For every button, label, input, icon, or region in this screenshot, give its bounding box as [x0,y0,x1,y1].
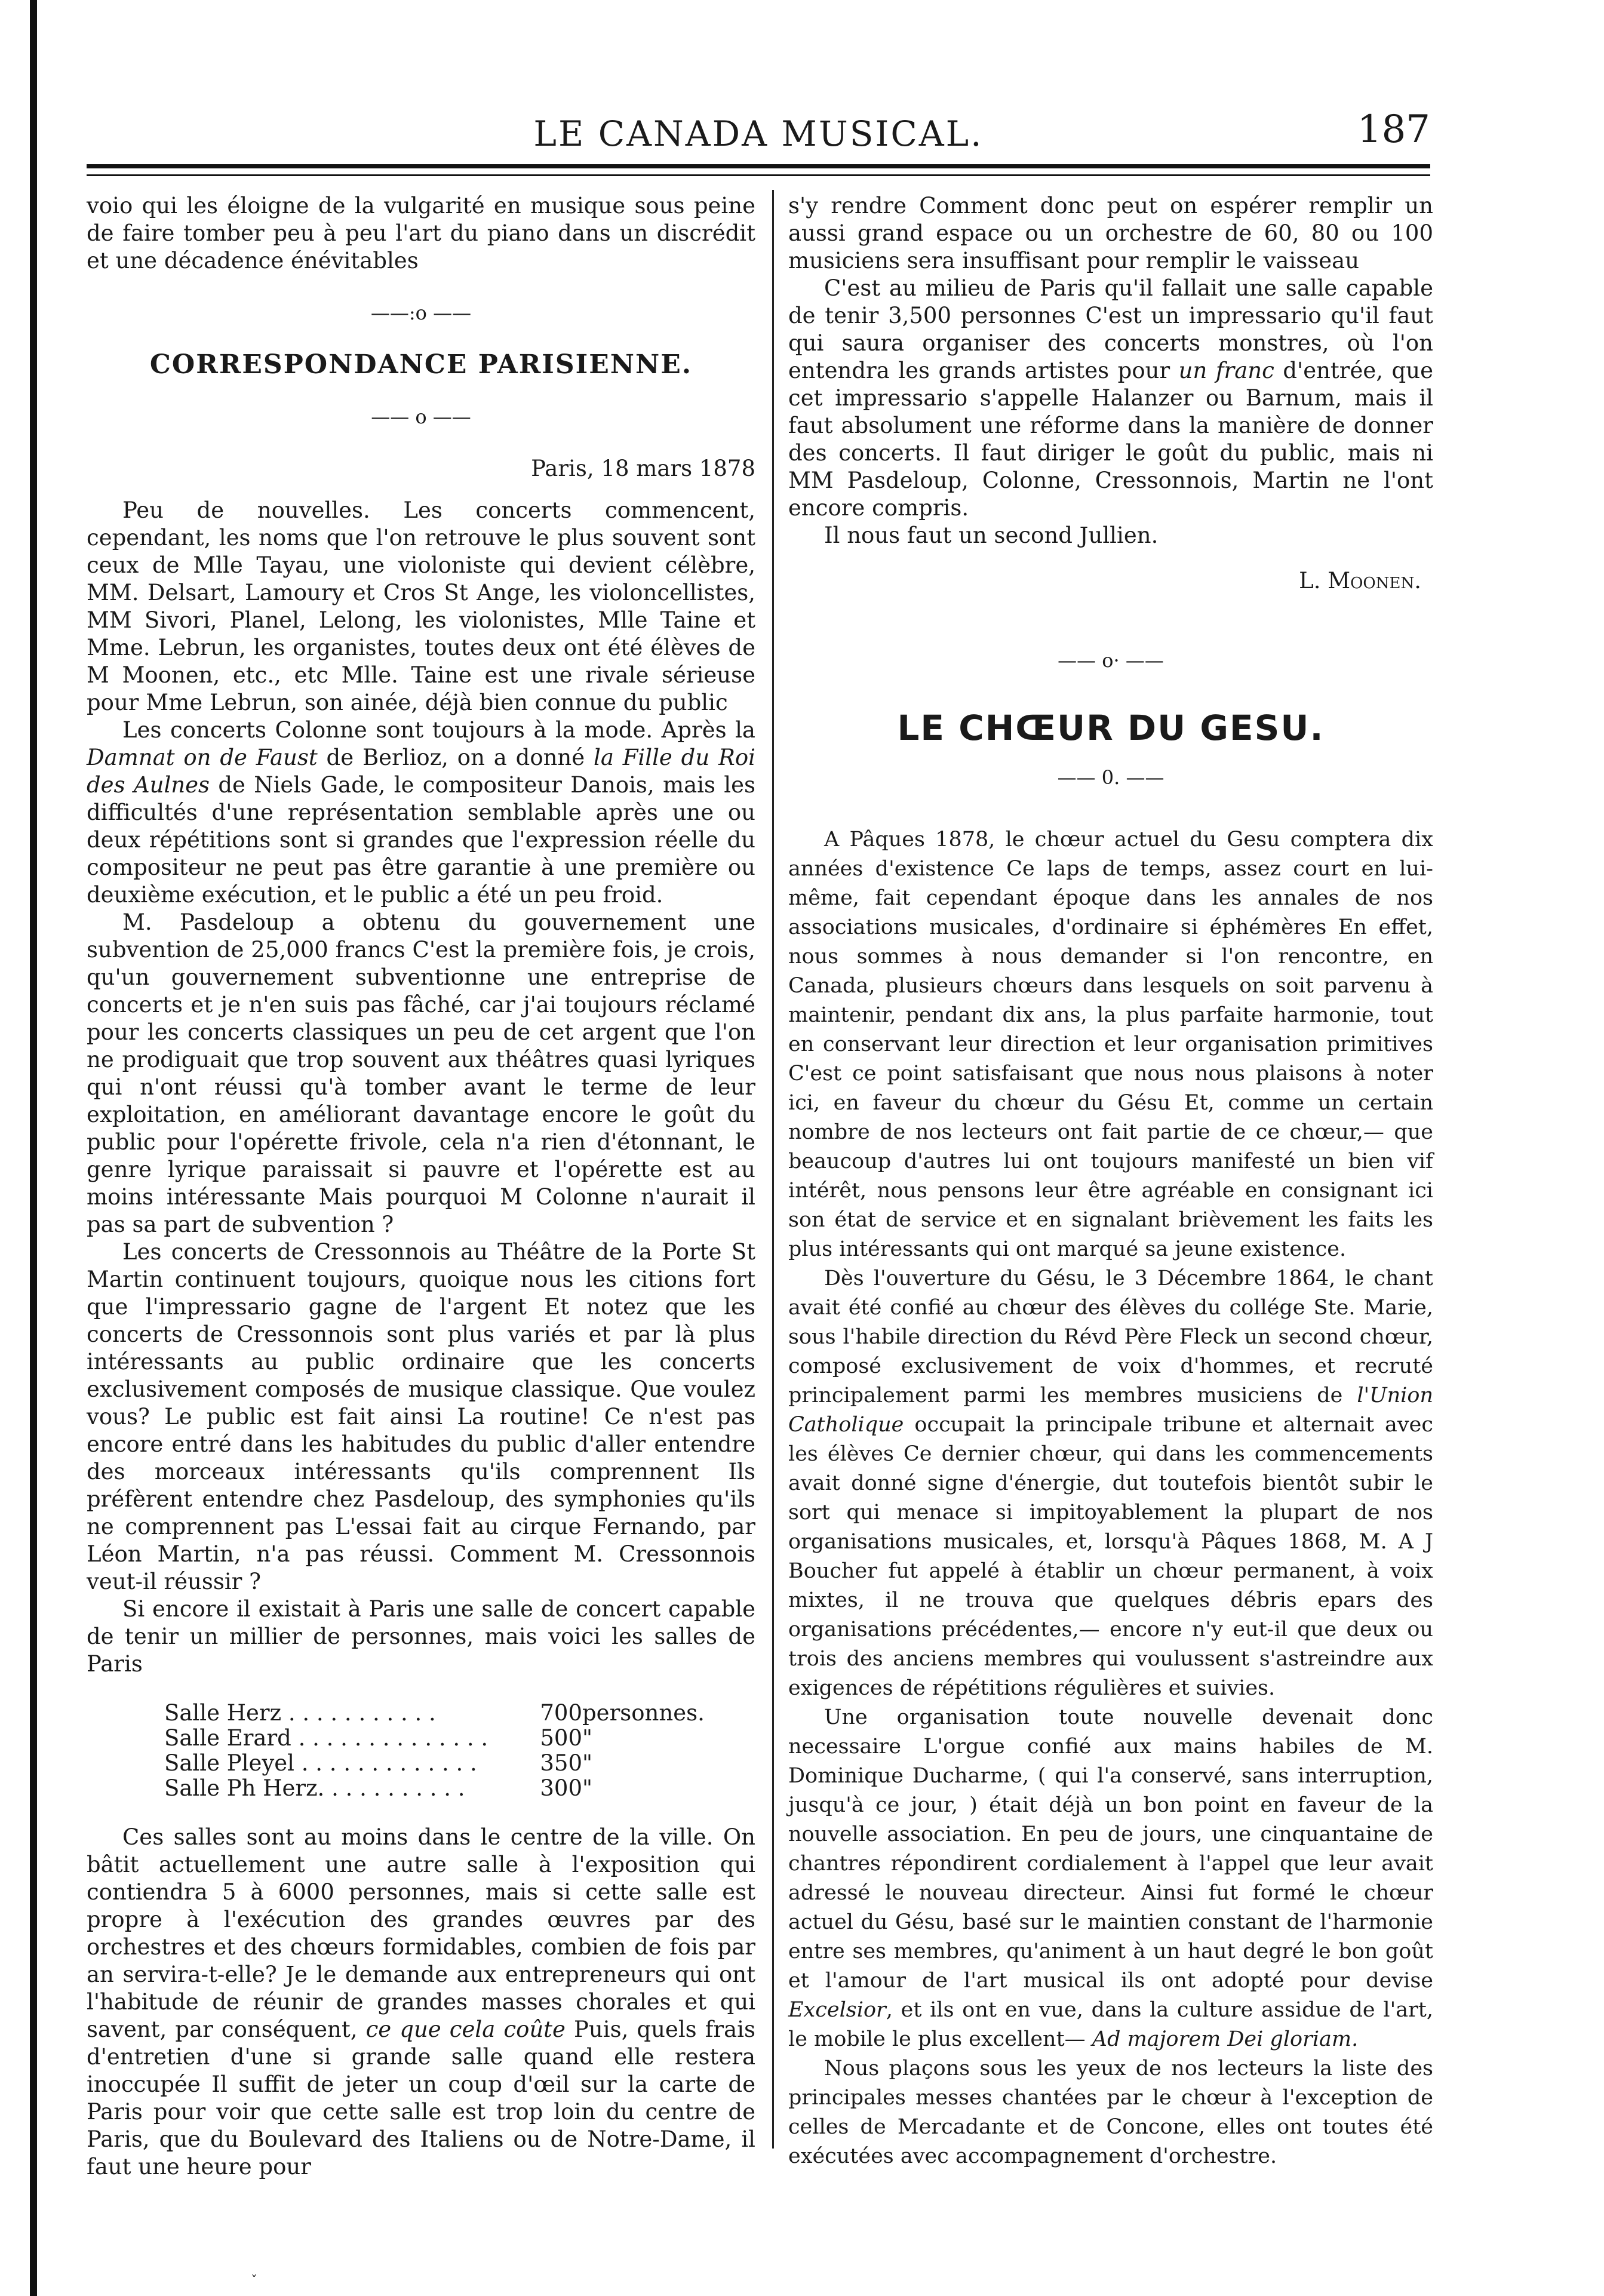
paragraph [87,717,755,909]
emphasis: l'Union Catholique [788,1384,1433,1437]
hall-name: Salle Ph Herz. . . . . . . . . . . [164,1775,465,1801]
text-run: occupait la principale tribune et alternait avec les élèves Ce dernier chœur, qui dans les commencements avait donné signe d'énergie, dut toutefois bientôt subir le sort qui menace si impitoyablement la plupart de nos organisations musicales, et, lorsqu'à Pâques 1868, M. A J Boucher fut appelé à établir un chœur permanent, à voix mixtes, il ne trouva que quelques débris epars des organisations précédentes,— encore n'y eut-il que deux ou trois des anciens membres qui voulussent s'astreindre aux exigences de répétitions régulières et suivies. [788,1413,1433,1700]
paragraph: Il nous faut un second Jullien. [824,522,1159,548]
text-run: C'est au milieu de Paris qu'il fallait une salle capable de tenir 3,500 personnes C'est un impressario qu'il faut qui saura organiser des concerts monstres, où l'on entendra les grands artistes pour [788,275,1433,383]
section-title-correspondance: CORRESPONDANCE PARISIENNE. [149,349,693,380]
paragraph [788,1703,1433,2054]
hall-name: Salle Pleyel . . . . . . . . . . . . . [164,1750,477,1776]
paragraph [87,1824,755,2181]
separator: —— 0. —— [1057,766,1164,789]
paragraph: Peu de nouvelles. Les concerts commencent, cependant, les noms que l'on retrouve le plus souvent sont ceux de Mlle Tayau, une violoniste qui devient célèbre, MM. Delsart, Lamoury et Cros St Ange, les violoncellistes, MM Sivori, Planel, Lelong, les violonistes, Mlle Taine et Mme. Lebrun, les organistes, toutes deux ont été élèves de M Moonen, etc., etc Mlle. Taine est une rivale sérieuse pour Mme Lebrun, son ainée, déjà bien connue du public [87,497,755,715]
hall-name: Salle Herz . . . . . . . . . . . [164,1700,436,1726]
hall-unit: " [582,1750,593,1776]
table-row [164,1751,720,1776]
motto: Ad majorem Dei gloriam. [1092,2027,1359,2051]
separator: —— o· —— [1058,649,1164,672]
right-column [788,192,1433,2171]
footer-mark: ˇ [251,2274,257,2289]
text-run: de Berlioz, on a donné [317,745,594,770]
paragraph: Les concerts de Cressonnois au Théâtre de la Porte St Martin continuent toujours, quoique nous les citions fort que l'impressario gagne de l'argent Et notez que les concerts de Cressonnois sont plus variés et par là plus intéressants au public ordinaire que les concerts exclusivement composés de musique classique. Que voulez vous? Le public est fait ainsi La routine! Ce n'est pas encore entré dans les habitudes du public d'aller entendre des morceaux intéressants qu'ils comprennent Ils préfèrent entendre chez Pasdeloup, des symphonies qu'ils ne comprennent pas L'essai fait au cirque Fernando, par Léon Martin, n'a pas réussi. Comment M. Cressonnois veut-il réussir ? [87,1239,755,1594]
work-title: la Fille du Roi des Aulnes [87,745,755,798]
paragraph: A Pâques 1878, le chœur actuel du Gesu comptera dix années d'existence Ce laps de temps, assez court en lui-même, fait cependant époque dans les annales de nos associations musicales, d'ordinaire si éphémères En effet, nous sommes à nous demander si l'on rencontre, en Canada, plusieurs chœurs dans lesquels on soit parvenu à maintenir, pendant dix ans, la plus parfaite harmonie, tout en conservant leur direction et leur organisation primitives C'est ce point satisfaisant que nous nous plaisons à noter ici, en faveur du chœur du Gésu Et, comme un certain nombre de nos lecteurs ont fait partie de ce chœur,— que beaucoup d'autres lui ont toujours manifesté un bien vif intérêt, nous pensons leur être agréable en consignant ici son état de service et en signalant brièvement les faits les plus intéressants qui ont marqué sa jeune existence. [788,828,1433,1261]
text-run: , et ils ont en vue, dans la culture assidue de l'art, le mobile le plus excellent— [788,1998,1433,2051]
text-run: Ces salles sont au moins dans le centre de la ville. On bâtit actuellement une autre salle à l'exposition qui contiendra 5 à 6000 personnes, mais si cette salle est propre à l'exécution des grandes œuvres par des orchestres et des chœurs formidables, combien de fois par an servira-t-elle? Je le demande aux entrepreneurs qui ont l'habitude de réunir de grandes masses chorales et qui savent, par conséquent, [87,1824,755,2042]
table-row [164,1776,720,1801]
paragraph [788,1264,1433,1703]
article-body [788,825,1433,2171]
paragraph: Nous plaçons sous les yeux de nos lecteurs la liste des principales messes chantées par le chœur à l'exception de celles de Mercadante et de Concone, elles ont toutes été exécutées avec accompagnement d'orchestre. [788,2057,1433,2168]
hall-capacity: 350 [540,1750,582,1776]
text-run: Dès l'ouverture du Gésu, le 3 Décembre 1864, le chant avait été confié au chœur des élèves du collége Ste. Marie, sous l'habile direction du Révd Père Fleck un second chœur, composé exclusivement de voix d'hommes, et recruté principalement parmi les membres musiciens de [788,1267,1433,1407]
table-row [164,1701,720,1726]
hall-name: Salle Erard . . . . . . . . . . . . . . [164,1725,488,1751]
header-rule-thick [87,164,1430,168]
hall-capacity: 300 [540,1775,582,1801]
text-run: de Niels Gade, le compositeur Danois, mais les difficultés d'une représentation semblable après une ou deux répétitions sont si grandes que l'expression réelle du compositeur ne peut pas être garantie à une première ou deuxième exécution, et le public a été un peu froid. [87,772,756,908]
binding-edge-rule [30,0,37,2296]
paragraph-continuation: s'y rendre Comment donc peut on espérer remplir un aussi grand espace ou un orchestre de 60, 80 ou 100 musiciens sera insuffisant pour remplir le vaisseau [788,193,1433,273]
left-column [87,192,755,2181]
previous-article-ending: voio qui les éloigne de la vulgarité en musique sous peine de faire tomber peu à peu l'art du piano dans un discrédit et une décadence énévitables [87,193,755,273]
motto: Excelsior [788,1998,886,2022]
page-number: 187 [1357,107,1430,152]
text-run: Une organisation toute nouvelle devenait donc necessaire L'orgue confié aux mains habiles de M. Dominique Ducharme, ( qui l'a conservé, sans interruption, jusqu'à ce jour, ) était déjà un bon point en faveur de la nouvelle association. En peu de jours, une cinquantaine de chantres répondirent cordialement à l'appel que leur avait adressé le nouveau directeur. Ainsi fut formé le chœur actuel du Gésu, basé sur le maintien constant de l'harmonie entre ses membres, qu'animent à un haut degré le bon goût et l'amour de l'art musical ils ont adopté pour devise [788,1705,1433,1993]
text-run: Les concerts Colonne sont toujours à la mode. Après la [122,717,755,743]
author-signature: L. Moonen. [1299,568,1421,594]
separator: ——:o —— [370,302,472,324]
running-title: LE CANADA MUSICAL. [533,113,984,154]
work-title: Damnat on de Faust [87,745,318,770]
hall-unit: personnes. [582,1700,705,1726]
section-title-choeur: LE CHŒUR DU GESU. [897,708,1325,748]
paragraph [788,275,1433,522]
separator: —— o —— [371,405,471,428]
header-rule-thin [87,174,1430,176]
emphasis: ce que cela coûte [365,2017,566,2042]
hall-capacity: 700 [540,1700,582,1726]
concert-halls-table [164,1701,720,1801]
paragraph: M. Pasdeloup a obtenu du gouvernement une subvention de 25,000 francs C'est la première fois, je crois, qu'un gouvernement subventionne une entreprise de concerts et je n'en suis pas fâché, car j'ai toujours réclamé pour les concerts classiques un peu de cet argent que l'on ne prodiguait que trop souvent aux théâtres quasi lyriques qui n'ont réussi qu'à tomber avant le terme de leur exploitation, en améliorant davantage encore le goût du public pour l'opérette frivole, cela n'a rien d'étonnant, le genre lyrique paraissait si pauvre et l'opérette est au moins intéressante Mais pourquoi M Colonne n'aurait il pas sa part de subvention ? [87,909,755,1237]
column-divider [772,190,774,2149]
hall-unit: " [582,1725,593,1751]
text-run: Puis, quels frais d'entretien d'une si grande salle quand elle restera inoccupée Il suffit de jeter un coup d'œil sur la carte de Paris pour voir que cette salle est trop loin du centre de Paris, que du Boulevard des Italiens ou de Notre-Dame, il faut une heure pour [87,2017,755,2180]
hall-unit: " [582,1775,593,1801]
emphasis: un franc [1178,358,1274,383]
paragraph: Si encore il existait à Paris une salle de concert capable de tenir un millier de personnes, mais voici les salles de Paris [87,1596,755,1677]
dateline: Paris, 18 mars 1878 [531,456,755,481]
page-header [87,107,1430,161]
table-row [164,1726,720,1751]
text-run: d'entrée, que cet impressario s'appelle Halanzer ou Barnum, mais il faut absolument une réforme dans la manière de donner des concerts. Il faut diriger le goût du public, mais ni MM Pasdeloup, Colonne, Cressonnois, Martin ne l'ont encore compris. [788,358,1433,521]
hall-capacity: 500 [540,1725,582,1751]
